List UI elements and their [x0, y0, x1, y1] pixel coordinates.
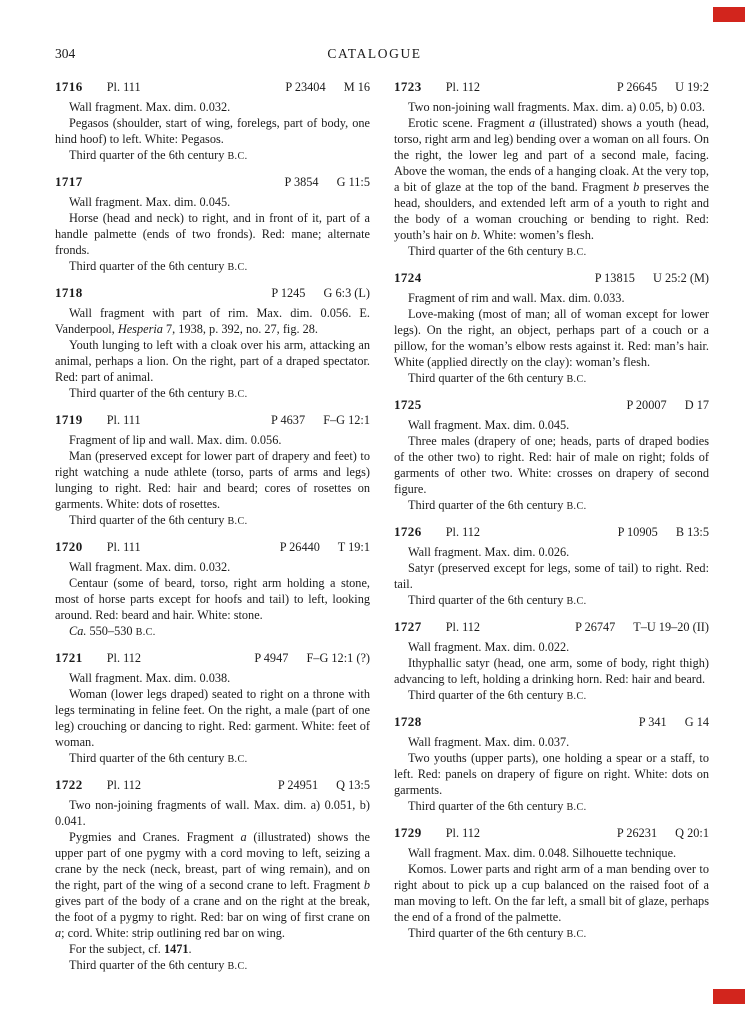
- entry-paragraph: Two non-joining fragments of wall. Max. dim. a) 0.051, b) 0.041.: [55, 798, 370, 828]
- page-header: [55, 46, 708, 64]
- bc-smallcaps: B.C.: [227, 754, 248, 765]
- entry-paragraph: Wall fragment. Max. dim. 0.032.: [69, 100, 231, 114]
- entry-paragraph: Horse (head and neck) to right, and in front of it, part of a handle palmette (ends of two fronds). Red: mane; alternate fronds.: [55, 211, 370, 257]
- entry-heading-left: [394, 714, 443, 730]
- deposit-ref: F–G 12:1: [323, 413, 370, 427]
- inventory-number: P 26231: [616, 826, 658, 840]
- entry-number: 1725: [394, 397, 422, 412]
- plate-ref: Pl. 112: [106, 651, 142, 665]
- bc-smallcaps: B.C.: [566, 374, 587, 385]
- entry-heading-right: [280, 539, 370, 555]
- catalogue-entry: [55, 79, 370, 165]
- inventory-number: P 24951: [277, 778, 319, 792]
- entry-paragraph: Third quarter of the 6th century B.C.: [408, 926, 587, 940]
- entry-heading-left: [55, 650, 141, 666]
- catalogue-entry: [55, 539, 370, 641]
- right-column: [394, 79, 709, 984]
- entry-paragraph: Third quarter of the 6th century B.C.: [408, 498, 587, 512]
- entry-heading-right: [639, 714, 709, 730]
- entry-heading-left: [394, 270, 443, 286]
- entry-heading-right: [271, 412, 370, 428]
- entry-paragraph: Pegasos (shoulder, start of wing, forelegs, part of body, one hind hoof) to left. White: Pegasos.: [55, 116, 370, 146]
- entry-paragraph: Three males (drapery of one; heads, parts of draped bodies of the other two) to right. Red: hair of male on right; folds of garments of other two. White: crosses on drapery of second figure.: [394, 434, 709, 496]
- entry-paragraph: Wall fragment. Max. dim. 0.022.: [408, 640, 570, 654]
- bc-smallcaps: B.C.: [227, 151, 248, 162]
- inventory-number: P 4637: [271, 413, 306, 427]
- entry-paragraph: Woman (lower legs draped) seated to right on a throne with legs terminating in feline feet. On the right, a male (part of one leg) crouching or dancing to right. Red: garment. White: feet of woman.: [55, 687, 370, 749]
- deposit-ref: G 11:5: [336, 175, 370, 189]
- entry-number: 1723: [394, 79, 422, 94]
- plate-ref: Pl. 112: [445, 826, 481, 840]
- catalogue-entry: [394, 397, 709, 515]
- entry-number: 1718: [55, 285, 83, 300]
- entry-paragraph: Third quarter of the 6th century B.C.: [408, 799, 587, 813]
- inventory-number: P 23404: [285, 80, 326, 94]
- entry-heading-right: [271, 285, 370, 301]
- catalogue-entry: [55, 650, 370, 768]
- left-column: [55, 79, 370, 984]
- entry-heading-right: [618, 524, 709, 540]
- plate-ref: Pl. 112: [445, 525, 481, 539]
- deposit-ref: B 13:5: [675, 525, 709, 539]
- deposit-ref: F–G 12:1 (?): [306, 651, 370, 665]
- entry-paragraph: Fragment of rim and wall. Max. dim. 0.033.: [408, 291, 625, 305]
- catalogue-entry: [394, 619, 709, 705]
- entry-heading: [394, 714, 709, 730]
- entry-heading: [394, 397, 709, 413]
- entry-heading-right: [284, 174, 370, 190]
- entry-paragraph: Two youths (upper parts), one holding a spear or a staff, to left. Red: panels on drapery of figure on right. White: dots on garments.: [394, 751, 709, 797]
- entry-paragraph: Third quarter of the 6th century B.C.: [69, 259, 248, 273]
- catalogue-entry: [394, 524, 709, 610]
- entry-heading-right: [278, 777, 370, 793]
- catalogue-entry: [394, 825, 709, 943]
- entry-heading-left: [55, 285, 104, 301]
- entry-heading-right: [617, 825, 709, 841]
- entry-paragraph: Satyr (preserved except for legs, some of tail) to right. Red: tail.: [394, 561, 709, 591]
- deposit-ref: T–U 19–20 (II): [633, 620, 709, 634]
- entry-heading-left: [394, 397, 443, 413]
- entry-paragraph: Third quarter of the 6th century B.C.: [408, 371, 587, 385]
- inventory-number: P 26440: [279, 540, 320, 554]
- inventory-number: P 341: [638, 715, 667, 729]
- deposit-ref: T 19:1: [337, 540, 370, 554]
- entry-heading-left: [55, 412, 141, 428]
- deposit-ref: Q 13:5: [336, 778, 370, 792]
- entry-heading-left: [394, 524, 480, 540]
- entry-paragraph: Third quarter of the 6th century B.C.: [408, 593, 587, 607]
- entry-paragraph: Pygmies and Cranes. Fragment a (illustrated) shows the upper part of one pygmy with a cord moving to left, seizing a crane by the neck (neck, breast, part of wing remain), and on the right, part of the wing of a second crane to left. Fragment b gives part of the body of a crane and on the right at the break, the foot of a pygmy to right. Red: bar on wing of first crane on a; cord. White: strip outlining red bar on wing.: [55, 830, 371, 940]
- plate-ref: Pl. 112: [106, 778, 142, 792]
- catalogue-entry: [394, 270, 709, 388]
- entry-heading-left: [55, 539, 141, 555]
- entry-heading: [394, 79, 709, 95]
- entry-heading-right: [575, 619, 709, 635]
- entry-paragraph: For the subject, cf. 1471.: [69, 942, 192, 956]
- inventory-number: P 20007: [626, 398, 667, 412]
- red-corner-mark-bottom: [713, 989, 745, 1004]
- bc-smallcaps: B.C.: [566, 501, 587, 512]
- entry-heading-left: [55, 79, 141, 95]
- plate-ref: Pl. 111: [106, 80, 141, 94]
- bc-smallcaps: B.C.: [227, 961, 248, 972]
- entry-paragraph: Wall fragment. Max. dim. 0.045.: [408, 418, 570, 432]
- entry-heading: [55, 79, 370, 95]
- entry-paragraph: Two non-joining wall fragments. Max. dim. a) 0.05, b) 0.03.: [408, 100, 705, 114]
- entry-paragraph: Fragment of lip and wall. Max. dim. 0.056.: [69, 433, 282, 447]
- bc-smallcaps: B.C.: [227, 389, 248, 400]
- entry-paragraph: Wall fragment. Max. dim. 0.037.: [408, 735, 570, 749]
- entry-heading-left: [394, 619, 480, 635]
- page-number: 304: [55, 46, 76, 61]
- entry-number: 1726: [394, 524, 422, 539]
- entry-heading: [55, 412, 370, 428]
- inventory-number: P 3854: [284, 175, 319, 189]
- deposit-ref: G 14: [684, 715, 709, 729]
- bc-smallcaps: B.C.: [566, 691, 587, 702]
- entry-paragraph: Third quarter of the 6th century B.C.: [69, 513, 248, 527]
- deposit-ref: M 16: [343, 80, 370, 94]
- plate-ref: Pl. 111: [106, 413, 141, 427]
- entry-heading-left: [394, 79, 480, 95]
- entry-paragraph: Komos. Lower parts and right arm of a man bending over to right about to pick up a cup balanced on the raised foot of a man moving to left. On the far left, a small bit of glaze, perhaps the end of a frond of the palmette.: [394, 862, 709, 924]
- entry-heading: [394, 524, 709, 540]
- entry-paragraph: Wall fragment. Max. dim. 0.048. Silhouette technique.: [408, 846, 677, 860]
- deposit-ref: U 25:2 (M): [652, 271, 709, 285]
- inventory-number: P 4947: [254, 651, 289, 665]
- entry-heading-left: [394, 825, 480, 841]
- bc-smallcaps: B.C.: [566, 596, 587, 607]
- inventory-number: P 26645: [616, 80, 658, 94]
- entry-paragraph: Love-making (most of man; all of woman except for lower legs). On the right, an object, perhaps part of a couch or a pillow, for the woman’s elbow rests against it. Red: man’s hair. White (applied directly on the clay): woman’s flesh.: [394, 307, 709, 369]
- entry-heading: [394, 619, 709, 635]
- entry-heading-right: [254, 650, 370, 666]
- bc-smallcaps: B.C.: [227, 516, 248, 527]
- entry-paragraph: Wall fragment. Max. dim. 0.045.: [69, 195, 231, 209]
- page-title: CATALOGUE: [327, 46, 422, 61]
- entry-paragraph: Erotic scene. Fragment a (illustrated) shows a youth (head, torso, right arm and leg) bending over a woman on all fours. On the right, the lower leg and part of a second male, facing. Above the woman, the ends of a hanging cloak. At the very top, a bit of glaze at the top of the band. Fragment b preserves the head, shoulders, and extended left arm of a youth to right and the body of a woman crouching or bending to right. Red: youth’s hair on b. White: women’s flesh.: [394, 116, 710, 242]
- catalogue-entry: [55, 777, 370, 975]
- entry-heading: [394, 825, 709, 841]
- bc-smallcaps: B.C.: [135, 627, 156, 638]
- entry-heading: [55, 777, 370, 793]
- entry-paragraph: Third quarter of the 6th century B.C.: [408, 688, 587, 702]
- entry-heading-left: [55, 174, 104, 190]
- entry-heading-right: [595, 270, 709, 286]
- entry-paragraph: Ithyphallic satyr (head, one arm, some of body, right thigh) advancing to left, holding a drinking horn. Red: hair and beard.: [394, 656, 709, 686]
- entry-paragraph: Wall fragment with part of rim. Max. dim. 0.056. E. Vanderpool, Hesperia 7, 1938, p. 392, no. 27, fig. 28.: [55, 306, 370, 336]
- catalogue-entry: [55, 412, 370, 530]
- inventory-number: P 13815: [594, 271, 635, 285]
- deposit-ref: G 6:3 (L): [323, 286, 370, 300]
- deposit-ref: Q 20:1: [675, 826, 709, 840]
- entry-paragraph: Ca. 550–530 B.C.: [69, 624, 156, 638]
- plate-ref: Pl. 112: [445, 80, 481, 94]
- entry-number: 1721: [55, 650, 83, 665]
- entry-heading: [55, 285, 370, 301]
- entry-heading-left: [55, 777, 141, 793]
- entry-number: 1728: [394, 714, 422, 729]
- entry-paragraph: Wall fragment. Max. dim. 0.038.: [69, 671, 231, 685]
- entry-number: 1729: [394, 825, 422, 840]
- entry-heading-right: [285, 79, 370, 95]
- deposit-ref: D 17: [684, 398, 709, 412]
- entry-heading: [55, 650, 370, 666]
- bc-smallcaps: B.C.: [566, 929, 587, 940]
- entry-number: 1720: [55, 539, 83, 554]
- entry-paragraph: Man (preserved except for lower part of drapery and feet) to right watching a nude athlete (torso, parts of arms and legs) lunging to right. Red: hair and beard; cores of rosettes on garments. White: dots of rosettes.: [55, 449, 370, 511]
- bc-smallcaps: B.C.: [227, 262, 248, 273]
- entry-number: 1717: [55, 174, 83, 189]
- entry-paragraph: Youth lunging to left with a cloak over his arm, attacking an animal, perhaps a lion. On the right, part of a draped spectator. Red: part of animal.: [55, 338, 370, 384]
- entry-number: 1722: [55, 777, 83, 792]
- plate-ref: Pl. 112: [445, 620, 481, 634]
- red-corner-mark-top: [713, 7, 745, 22]
- entry-paragraph: Third quarter of the 6th century B.C.: [69, 751, 248, 765]
- catalogue-entry: [55, 285, 370, 403]
- entry-heading: [55, 174, 370, 190]
- entry-number: 1719: [55, 412, 83, 427]
- catalogue-entry: [55, 174, 370, 276]
- plate-ref: Pl. 111: [106, 540, 141, 554]
- catalogue-entry: [394, 714, 709, 816]
- entry-paragraph: Third quarter of the 6th century B.C.: [408, 244, 587, 258]
- deposit-ref: U 19:2: [675, 80, 709, 94]
- entry-paragraph: Centaur (some of beard, torso, right arm holding a stone, most of horse parts except for hoofs and tail) to left, looking around. Red: beard and hair. White: stone.: [55, 576, 370, 622]
- catalogue-entry: [394, 79, 709, 261]
- entry-heading-right: [617, 79, 709, 95]
- inventory-number: P 1245: [271, 286, 306, 300]
- entry-paragraph: Wall fragment. Max. dim. 0.032.: [69, 560, 231, 574]
- entry-heading: [394, 270, 709, 286]
- entry-number: 1724: [394, 270, 422, 285]
- entry-heading: [55, 539, 370, 555]
- text-columns: [55, 79, 709, 984]
- entry-paragraph: Third quarter of the 6th century B.C.: [69, 386, 248, 400]
- entry-paragraph: Third quarter of the 6th century B.C.: [69, 148, 248, 162]
- bc-smallcaps: B.C.: [566, 247, 587, 258]
- entry-paragraph: Third quarter of the 6th century B.C.: [69, 958, 248, 972]
- entry-number: 1716: [55, 79, 83, 94]
- entry-number: 1727: [394, 619, 422, 634]
- bc-smallcaps: B.C.: [566, 802, 587, 813]
- entry-heading-right: [626, 397, 709, 413]
- entry-paragraph: Wall fragment. Max. dim. 0.026.: [408, 545, 570, 559]
- inventory-number: P 26747: [575, 620, 616, 634]
- inventory-number: P 10905: [617, 525, 658, 539]
